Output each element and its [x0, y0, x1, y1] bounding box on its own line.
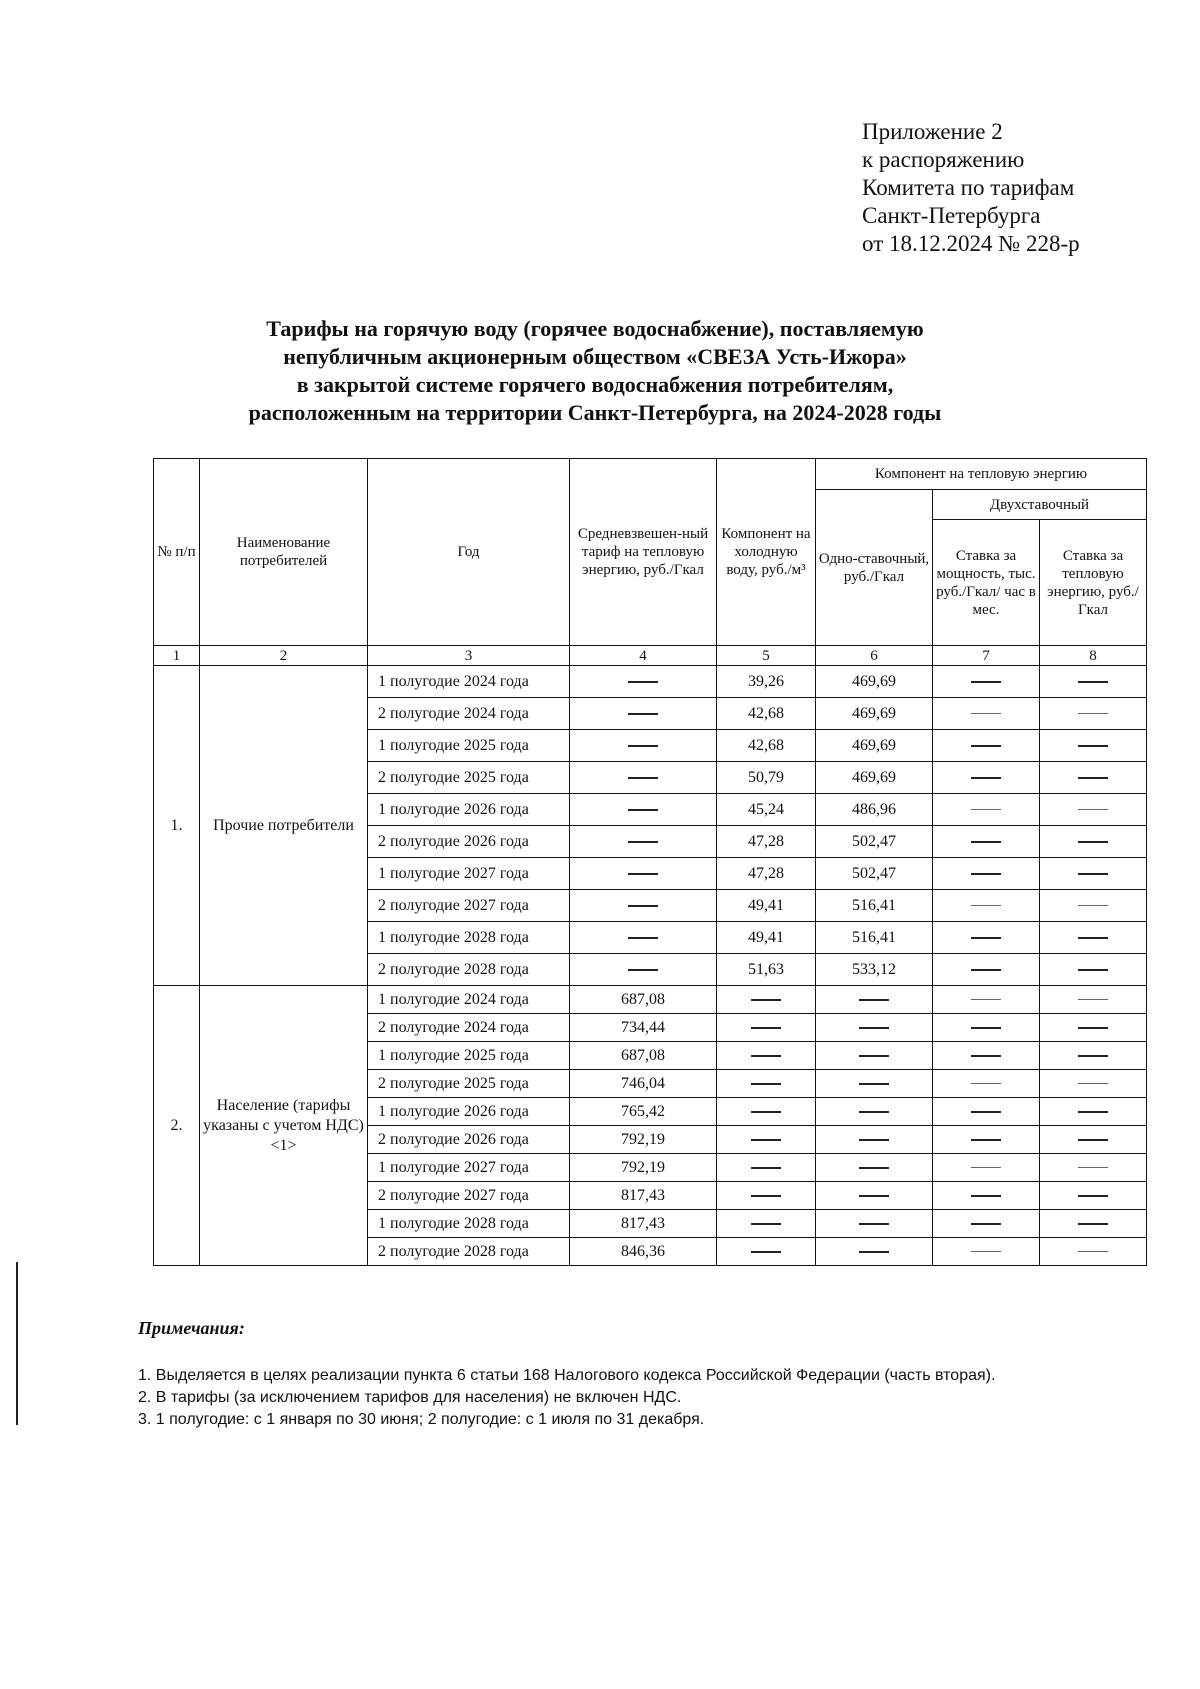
cell-avg	[570, 762, 717, 794]
cell-cap	[933, 1126, 1040, 1154]
cell-energy	[1040, 1070, 1147, 1098]
note-line: 2. В тарифы (за исключением тарифов для населения) не включен НДС.	[138, 1389, 682, 1406]
dash-mark	[1078, 1139, 1108, 1141]
cell-period: 1 полугодие 2027 года	[368, 858, 570, 890]
header-num: № п/п	[154, 459, 200, 646]
cell-cold: 42,68	[717, 698, 816, 730]
appendix-line: Приложение 2	[862, 119, 1003, 144]
cell-period: 1 полугодие 2024 года	[368, 986, 570, 1014]
cell-period: 2 полугодие 2027 года	[368, 1182, 570, 1210]
cell-energy	[1040, 954, 1147, 986]
cell-avg	[570, 890, 717, 922]
cell-energy	[1040, 1126, 1147, 1154]
cell-period: 1 полугодие 2028 года	[368, 1210, 570, 1238]
dash-mark	[859, 1027, 889, 1029]
cell-one: 469,69	[816, 666, 933, 698]
column-number: 1	[154, 646, 200, 666]
header-heat-component: Компонент на тепловую энергию	[816, 459, 1147, 490]
tariff-table	[153, 458, 1147, 1266]
cell-period: 2 полугодие 2028 года	[368, 1238, 570, 1266]
dash-mark	[971, 1055, 1001, 1057]
cell-cold	[717, 1182, 816, 1210]
cell-avg: 792,19	[570, 1154, 717, 1182]
cell-cap	[933, 1098, 1040, 1126]
note-line: 1. Выделяется в целях реализации пункта 6 статьи 168 Налогового кодекса Российской Федерации (часть вторая).	[138, 1367, 996, 1384]
cell-energy	[1040, 922, 1147, 954]
cell-energy	[1040, 890, 1147, 922]
dash-mark	[751, 1223, 781, 1225]
dash-mark	[1078, 1167, 1108, 1168]
dash-mark	[971, 681, 1001, 683]
dash-mark	[751, 1055, 781, 1057]
dash-mark	[971, 1083, 1001, 1084]
cell-cap	[933, 1070, 1040, 1098]
dash-mark	[628, 745, 658, 747]
dash-mark	[971, 1251, 1001, 1252]
cell-cap	[933, 1014, 1040, 1042]
cell-one	[816, 1154, 933, 1182]
cell-avg	[570, 698, 717, 730]
column-number: 5	[717, 646, 816, 666]
column-number: 8	[1040, 646, 1147, 666]
column-number: 3	[368, 646, 570, 666]
title-line: расположенным на территории Санкт-Петербурга, на 2024-2028 годы	[248, 400, 942, 425]
cell-avg: 687,08	[570, 1042, 717, 1070]
cell-avg: 846,36	[570, 1238, 717, 1266]
cell-one: 533,12	[816, 954, 933, 986]
cell-one	[816, 1014, 933, 1042]
cell-avg: 817,43	[570, 1210, 717, 1238]
cell-one: 469,69	[816, 730, 933, 762]
cell-period: 1 полугодие 2024 года	[368, 666, 570, 698]
cell-avg: 792,19	[570, 1126, 717, 1154]
dash-mark	[971, 969, 1001, 971]
dash-mark	[628, 937, 658, 939]
notes-title: Примечания:	[138, 1318, 245, 1338]
appendix-block	[862, 118, 1162, 258]
dash-mark	[751, 1251, 781, 1253]
cell-cold: 47,28	[717, 826, 816, 858]
cell-cold	[717, 1126, 816, 1154]
cell-one	[816, 986, 933, 1014]
dash-mark	[1078, 1251, 1108, 1252]
cell-cap	[933, 762, 1040, 794]
header-capacity-rate: Ставка за мощность, тыс. руб./Гкал/ час в мес.	[933, 520, 1040, 646]
cell-one: 502,47	[816, 826, 933, 858]
header-one-rate: Одно-ставочный, руб./Гкал	[816, 490, 933, 646]
cell-energy	[1040, 1238, 1147, 1266]
dash-mark	[1078, 937, 1108, 939]
dash-mark	[628, 809, 658, 811]
cell-energy	[1040, 1042, 1147, 1070]
cell-avg: 765,42	[570, 1098, 717, 1126]
cell-one	[816, 1098, 933, 1126]
dash-mark	[751, 1083, 781, 1085]
cell-avg	[570, 858, 717, 890]
dash-mark	[859, 1055, 889, 1057]
cell-cold: 47,28	[717, 858, 816, 890]
dash-mark	[1078, 905, 1108, 906]
cell-avg: 746,04	[570, 1070, 717, 1098]
table-row	[154, 986, 1147, 1014]
cell-cap	[933, 890, 1040, 922]
cell-cold: 50,79	[717, 762, 816, 794]
cell-cap	[933, 730, 1040, 762]
dash-mark	[971, 1027, 1001, 1029]
cell-period: 1 полугодие 2026 года	[368, 1098, 570, 1126]
cell-cold: 49,41	[717, 890, 816, 922]
cell-cap	[933, 1182, 1040, 1210]
dash-mark	[859, 1195, 889, 1197]
cell-period: 1 полугодие 2025 года	[368, 730, 570, 762]
cell-cold: 42,68	[717, 730, 816, 762]
header-cold-water: Компонент на холодную воду, руб./м³	[717, 459, 816, 646]
dash-mark	[628, 681, 658, 683]
cell-cap	[933, 1210, 1040, 1238]
dash-mark	[859, 1223, 889, 1225]
cell-cold	[717, 986, 816, 1014]
row-group-number: 2.	[154, 986, 200, 1266]
dash-mark	[1078, 809, 1108, 810]
dash-mark	[1078, 999, 1108, 1000]
cell-energy	[1040, 1182, 1147, 1210]
cell-period: 2 полугодие 2028 года	[368, 954, 570, 986]
dash-mark	[1078, 1055, 1108, 1057]
cell-cap	[933, 922, 1040, 954]
dash-mark	[628, 841, 658, 843]
cell-period: 2 полугодие 2024 года	[368, 1014, 570, 1042]
cell-energy	[1040, 1014, 1147, 1042]
cell-energy	[1040, 1098, 1147, 1126]
dash-mark	[1078, 1195, 1108, 1197]
cell-cap	[933, 986, 1040, 1014]
cell-cap	[933, 1154, 1040, 1182]
row-group-consumer-name: Население (тарифы указаны с учетом НДС) <1>	[200, 986, 368, 1266]
cell-energy	[1040, 986, 1147, 1014]
cell-period: 1 полугодие 2028 года	[368, 922, 570, 954]
dash-mark	[971, 1139, 1001, 1141]
dash-mark	[751, 1111, 781, 1113]
dash-mark	[1078, 1083, 1108, 1084]
cell-cold: 51,63	[717, 954, 816, 986]
cell-energy	[1040, 666, 1147, 698]
dash-mark	[628, 713, 658, 715]
cell-period: 2 полугодие 2025 года	[368, 1070, 570, 1098]
cell-cold	[717, 1098, 816, 1126]
title-line: непубличным акционерным обществом «СВЕЗА Усть-Ижора»	[283, 344, 907, 369]
cell-avg	[570, 666, 717, 698]
cell-energy	[1040, 762, 1147, 794]
dash-mark	[1078, 1223, 1108, 1225]
column-number: 2	[200, 646, 368, 666]
cell-period: 1 полугодие 2026 года	[368, 794, 570, 826]
cell-energy	[1040, 1154, 1147, 1182]
row-group-consumer-name: Прочие потребители	[200, 666, 368, 986]
cell-one	[816, 1182, 933, 1210]
cell-cap	[933, 794, 1040, 826]
cell-one: 502,47	[816, 858, 933, 890]
dash-mark	[1078, 841, 1108, 843]
dash-mark	[751, 1027, 781, 1029]
cell-one	[816, 1126, 933, 1154]
dash-mark	[971, 937, 1001, 939]
note-line: 3. 1 полугодие: с 1 января по 30 июня; 2 полугодие: с 1 июля по 31 декабря.	[138, 1411, 705, 1428]
cell-cap	[933, 1238, 1040, 1266]
dash-mark	[1078, 969, 1108, 971]
cell-cold: 45,24	[717, 794, 816, 826]
column-number: 7	[933, 646, 1040, 666]
cell-one: 486,96	[816, 794, 933, 826]
cell-cold	[717, 1042, 816, 1070]
cell-energy	[1040, 794, 1147, 826]
cell-energy	[1040, 730, 1147, 762]
dash-mark	[971, 1195, 1001, 1197]
cell-one	[816, 1210, 933, 1238]
dash-mark	[628, 905, 658, 907]
header-energy-rate: Ставка за тепловую энергию, руб./Гкал	[1040, 520, 1147, 646]
dash-mark	[1078, 1027, 1108, 1029]
document-title	[150, 315, 1040, 427]
header-year: Год	[368, 459, 570, 646]
cell-cap	[933, 858, 1040, 890]
cell-avg	[570, 794, 717, 826]
dash-mark	[859, 1167, 889, 1169]
dash-mark	[1078, 777, 1108, 779]
dash-mark	[971, 999, 1001, 1000]
cell-one: 469,69	[816, 762, 933, 794]
dash-mark	[971, 905, 1001, 906]
dash-mark	[971, 873, 1001, 875]
dash-mark	[971, 713, 1001, 714]
title-line: в закрытой системе горячего водоснабжения потребителям,	[296, 372, 894, 397]
cell-cap	[933, 826, 1040, 858]
dash-mark	[1078, 713, 1108, 714]
dash-mark	[751, 1195, 781, 1197]
cell-one	[816, 1070, 933, 1098]
dash-mark	[971, 745, 1001, 747]
cell-period: 2 полугодие 2026 года	[368, 826, 570, 858]
dash-mark	[751, 999, 781, 1001]
cell-cap	[933, 698, 1040, 730]
appendix-line: от 18.12.2024 № 228-р	[862, 231, 1080, 256]
cell-period: 2 полугодие 2027 года	[368, 890, 570, 922]
dash-mark	[859, 1111, 889, 1113]
cell-cold: 39,26	[717, 666, 816, 698]
cell-avg: 817,43	[570, 1182, 717, 1210]
dash-mark	[971, 809, 1001, 810]
cell-cold	[717, 1154, 816, 1182]
cell-cold	[717, 1014, 816, 1042]
cell-energy	[1040, 698, 1147, 730]
dash-mark	[859, 1139, 889, 1141]
appendix-line: Санкт-Петербурга	[862, 203, 1041, 228]
appendix-line: к распоряжению	[862, 147, 1025, 172]
cell-cold	[717, 1210, 816, 1238]
cell-one: 469,69	[816, 698, 933, 730]
table-row	[154, 666, 1147, 698]
cell-one	[816, 1042, 933, 1070]
dash-mark	[971, 1111, 1001, 1113]
notes-section	[138, 1318, 1148, 1431]
cell-energy	[1040, 858, 1147, 890]
cell-one: 516,41	[816, 922, 933, 954]
cell-one: 516,41	[816, 890, 933, 922]
cell-avg	[570, 826, 717, 858]
scan-margin-line	[16, 1262, 18, 1425]
cell-cold	[717, 1070, 816, 1098]
cell-period: 2 полугодие 2025 года	[368, 762, 570, 794]
cell-cap	[933, 666, 1040, 698]
cell-cap	[933, 954, 1040, 986]
header-two-rate: Двухставочный	[933, 490, 1147, 520]
cell-one	[816, 1238, 933, 1266]
dash-mark	[1078, 873, 1108, 875]
dash-mark	[859, 1251, 889, 1253]
cell-cap	[933, 1042, 1040, 1070]
title-line: Тарифы на горячую воду (горячее водоснабжение), поставляемую	[266, 316, 924, 341]
cell-avg	[570, 922, 717, 954]
dash-mark	[628, 873, 658, 875]
cell-avg	[570, 954, 717, 986]
cell-period: 2 полугодие 2026 года	[368, 1126, 570, 1154]
cell-avg	[570, 730, 717, 762]
dash-mark	[628, 969, 658, 971]
column-number: 6	[816, 646, 933, 666]
dash-mark	[971, 1223, 1001, 1225]
cell-period: 1 полугодие 2027 года	[368, 1154, 570, 1182]
dash-mark	[1078, 1111, 1108, 1113]
column-number: 4	[570, 646, 717, 666]
cell-energy	[1040, 826, 1147, 858]
header-avg-tariff: Средневзвешен-ный тариф на тепловую энергию, руб./Гкал	[570, 459, 717, 646]
cell-avg: 734,44	[570, 1014, 717, 1042]
cell-cold	[717, 1238, 816, 1266]
header-consumers: Наименование потребителей	[200, 459, 368, 646]
dash-mark	[859, 999, 889, 1001]
cell-avg: 687,08	[570, 986, 717, 1014]
dash-mark	[1078, 681, 1108, 683]
appendix-line: Комитета по тарифам	[862, 175, 1075, 200]
row-group-number: 1.	[154, 666, 200, 986]
dash-mark	[971, 777, 1001, 779]
table-body	[154, 666, 1147, 1266]
dash-mark	[1078, 745, 1108, 747]
cell-period: 1 полугодие 2025 года	[368, 1042, 570, 1070]
cell-energy	[1040, 1210, 1147, 1238]
dash-mark	[751, 1167, 781, 1169]
cell-period: 2 полугодие 2024 года	[368, 698, 570, 730]
dash-mark	[971, 841, 1001, 843]
dash-mark	[628, 777, 658, 779]
dash-mark	[971, 1167, 1001, 1168]
cell-cold: 49,41	[717, 922, 816, 954]
dash-mark	[859, 1083, 889, 1085]
dash-mark	[751, 1139, 781, 1141]
